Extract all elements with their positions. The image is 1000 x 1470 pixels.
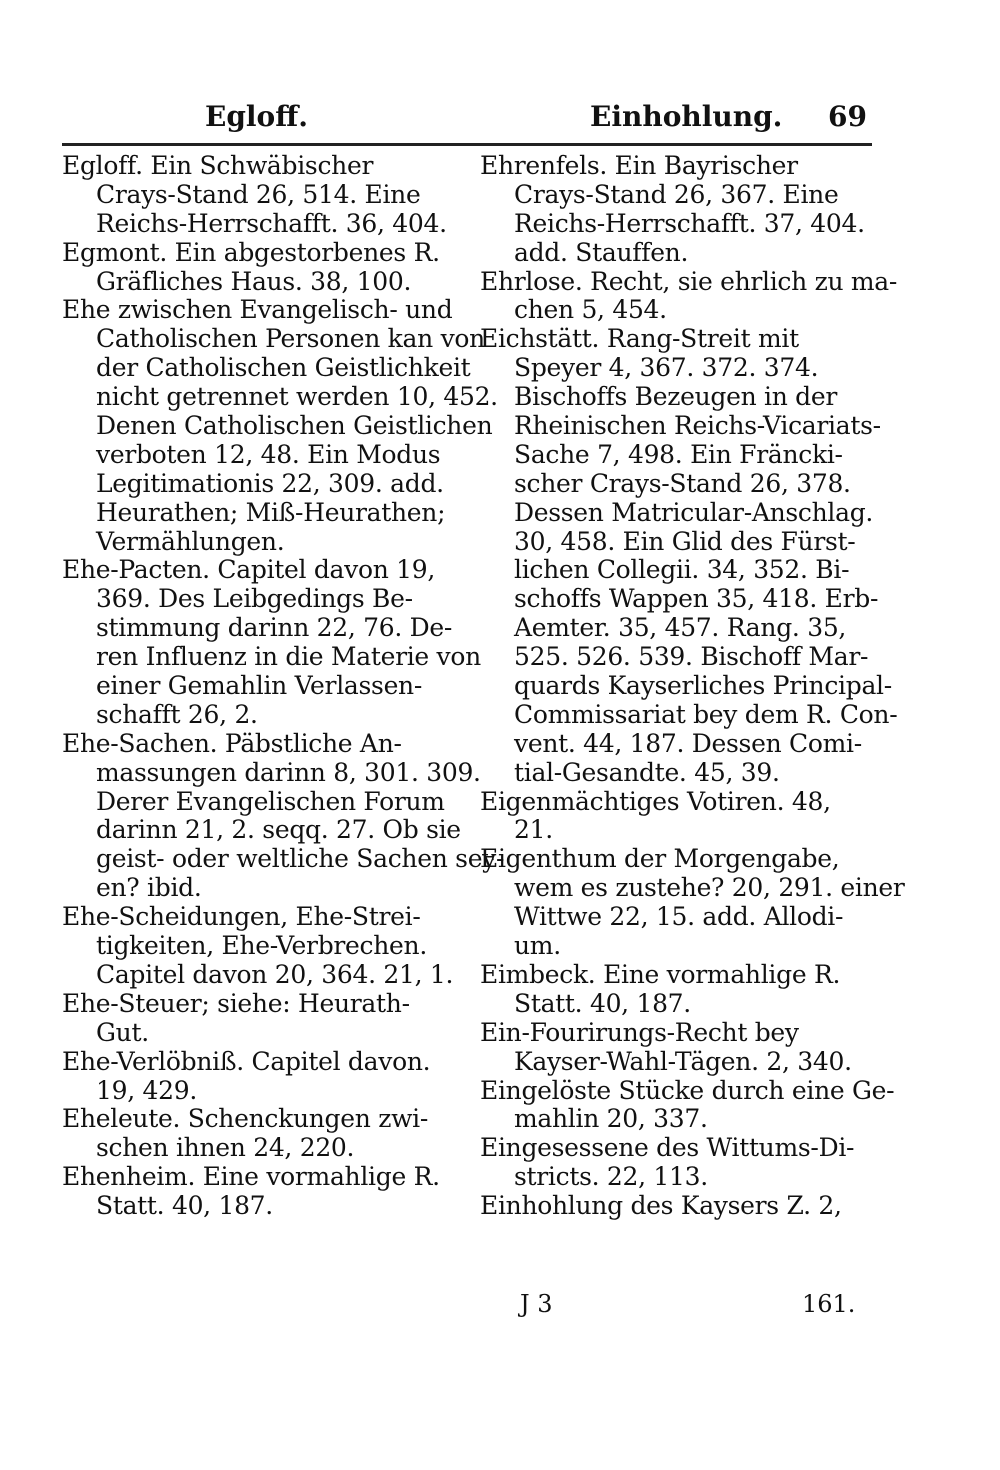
index-line: Vermählungen. xyxy=(96,526,285,556)
index-line: 369. Des Leibgedings Be- xyxy=(96,584,413,614)
header-left-keyword: Egloff. xyxy=(205,100,308,133)
index-line: quards Kayserliches Principal- xyxy=(514,671,892,701)
index-line: Crays-Stand 26, 514. Eine xyxy=(96,179,421,209)
index-line: Eingesessene des Wittums-Di- xyxy=(480,1133,855,1163)
index-line: Ehe-Scheidungen, Ehe-Strei- xyxy=(62,902,421,932)
index-line: Statt. 40, 187. xyxy=(96,1191,273,1221)
index-line: Reichs-Herrschafft. 37, 404. xyxy=(514,208,865,238)
index-line: Eichstätt. Rang-Streit mit xyxy=(480,324,799,354)
index-line: Kayser-Wahl-Tägen. 2, 340. xyxy=(514,1046,852,1076)
index-line: ren Influenz in die Materie von xyxy=(96,642,481,672)
index-line: Rheinischen Reichs-Vicariats- xyxy=(514,411,881,441)
index-line: Wittwe 22, 15. add. Allodi- xyxy=(514,902,844,932)
index-line: stricts. 22, 113. xyxy=(514,1162,708,1192)
index-line: stimmung darinn 22, 76. De- xyxy=(96,613,453,643)
index-line: 19, 429. xyxy=(96,1075,197,1105)
index-line: Eingelöste Stücke durch eine Ge- xyxy=(480,1075,895,1105)
index-line: Ein-Fourirungs-Recht bey xyxy=(480,1017,799,1047)
index-line: 525. 526. 539. Bischoff Mar- xyxy=(514,642,869,672)
index-line: Egloff. Ein Schwäbischer xyxy=(62,151,374,180)
index-line: mahlin 20, 337. xyxy=(514,1104,708,1134)
index-line: Gräfliches Haus. 38, 100. xyxy=(96,266,412,296)
header-rule xyxy=(62,143,872,146)
index-line: Heurathen; Miß-Heurathen; xyxy=(96,497,446,527)
index-line: Speyer 4, 367. 372. 374. xyxy=(514,353,819,383)
catchword: 161. xyxy=(802,1290,856,1318)
index-line: add. Stauffen. xyxy=(514,237,689,267)
index-line: lichen Collegii. 34, 352. Bi- xyxy=(514,555,850,585)
index-line: chen 5, 454. xyxy=(514,295,667,325)
index-line: nicht getrennet werden 10, 452. xyxy=(96,382,498,412)
index-line: Statt. 40, 187. xyxy=(514,988,691,1018)
index-line: der Catholischen Geistlichkeit xyxy=(96,353,471,383)
index-line: Dessen Matricular-Anschlag. xyxy=(514,497,874,527)
index-line: einer Gemahlin Verlassen- xyxy=(96,671,423,701)
index-line: Derer Evangelischen Forum xyxy=(96,786,445,816)
index-line: Ehrenfels. Ein Bayrischer xyxy=(480,151,798,180)
index-line: Sache 7, 498. Ein Fräncki- xyxy=(514,439,843,469)
index-line: 30, 458. Ein Glid des Fürst- xyxy=(514,526,856,556)
index-line: Eimbeck. Eine vormahlige R. xyxy=(480,959,841,989)
index-line: massungen darinn 8, 301. 309. xyxy=(96,757,481,787)
index-line: Egmont. Ein abgestorbenes R. xyxy=(62,237,440,267)
index-line: tigkeiten, Ehe-Verbrechen. xyxy=(96,931,427,961)
index-line: Aemter. 35, 457. Rang. 35, xyxy=(514,613,847,643)
index-line: Commissariat bey dem R. Con- xyxy=(514,699,898,729)
signature-mark: J 3 xyxy=(520,1290,553,1318)
index-line: wem es zustehe? 20, 291. einer xyxy=(514,873,905,903)
index-line: um. xyxy=(514,931,561,961)
index-line: Einhohlung des Kaysers Z. 2, xyxy=(480,1191,842,1221)
index-line: Reichs-Herrschafft. 36, 404. xyxy=(96,208,447,238)
index-line: geist- oder weltliche Sachen sey- xyxy=(96,844,505,874)
index-line: darinn 21, 2. seqq. 27. Ob sie xyxy=(96,815,461,845)
index-line: Eigenmächtiges Votiren. 48, xyxy=(480,786,831,816)
index-line: schen ihnen 24, 220. xyxy=(96,1133,355,1163)
index-line: Bischoffs Bezeugen in der xyxy=(514,382,838,412)
index-line: tial-Gesandte. 45, 39. xyxy=(514,757,780,787)
index-line: Ehrlose. Recht, sie ehrlich zu ma- xyxy=(480,266,898,296)
header-right-keyword: Einhohlung. xyxy=(590,100,783,133)
index-line: en? ibid. xyxy=(96,873,202,903)
right-column xyxy=(480,151,905,1221)
index-line: Catholischen Personen kan von xyxy=(96,324,485,354)
index-line: Gut. xyxy=(96,1017,149,1047)
index-line: Eheleute. Schenckungen zwi- xyxy=(62,1104,429,1134)
index-line: Ehe-Sachen. Päbstliche An- xyxy=(62,728,402,758)
index-line: Capitel davon 20, 364. 21, 1. xyxy=(96,959,454,989)
index-line: Legitimationis 22, 309. add. xyxy=(96,468,444,498)
page-number: 69 xyxy=(828,100,867,133)
index-line: Crays-Stand 26, 367. Eine xyxy=(514,179,839,209)
index-line: Ehenheim. Eine vormahlige R. xyxy=(62,1162,440,1192)
left-column xyxy=(62,151,505,1221)
page-footer xyxy=(0,1290,1000,1324)
index-line: Denen Catholischen Geistlichen xyxy=(96,411,493,441)
index-line: schoffs Wappen 35, 418. Erb- xyxy=(514,584,879,614)
index-line: Ehe-Steuer; siehe: Heurath- xyxy=(62,988,410,1018)
index-line: Eigenthum der Morgengabe, xyxy=(480,844,840,874)
index-line: vent. 44, 187. Dessen Comi- xyxy=(514,728,862,758)
index-line: schafft 26, 2. xyxy=(96,699,258,729)
index-line: Ehe-Pacten. Capitel davon 19, xyxy=(62,555,436,585)
index-line: verboten 12, 48. Ein Modus xyxy=(96,439,441,469)
index-line: 21. xyxy=(514,815,553,845)
index-line: Ehe zwischen Evangelisch- und xyxy=(62,295,453,325)
index-line: Ehe-Verlöbniß. Capitel davon. xyxy=(62,1046,431,1076)
running-header xyxy=(0,100,1000,140)
index-line: scher Crays-Stand 26, 378. xyxy=(514,468,851,498)
